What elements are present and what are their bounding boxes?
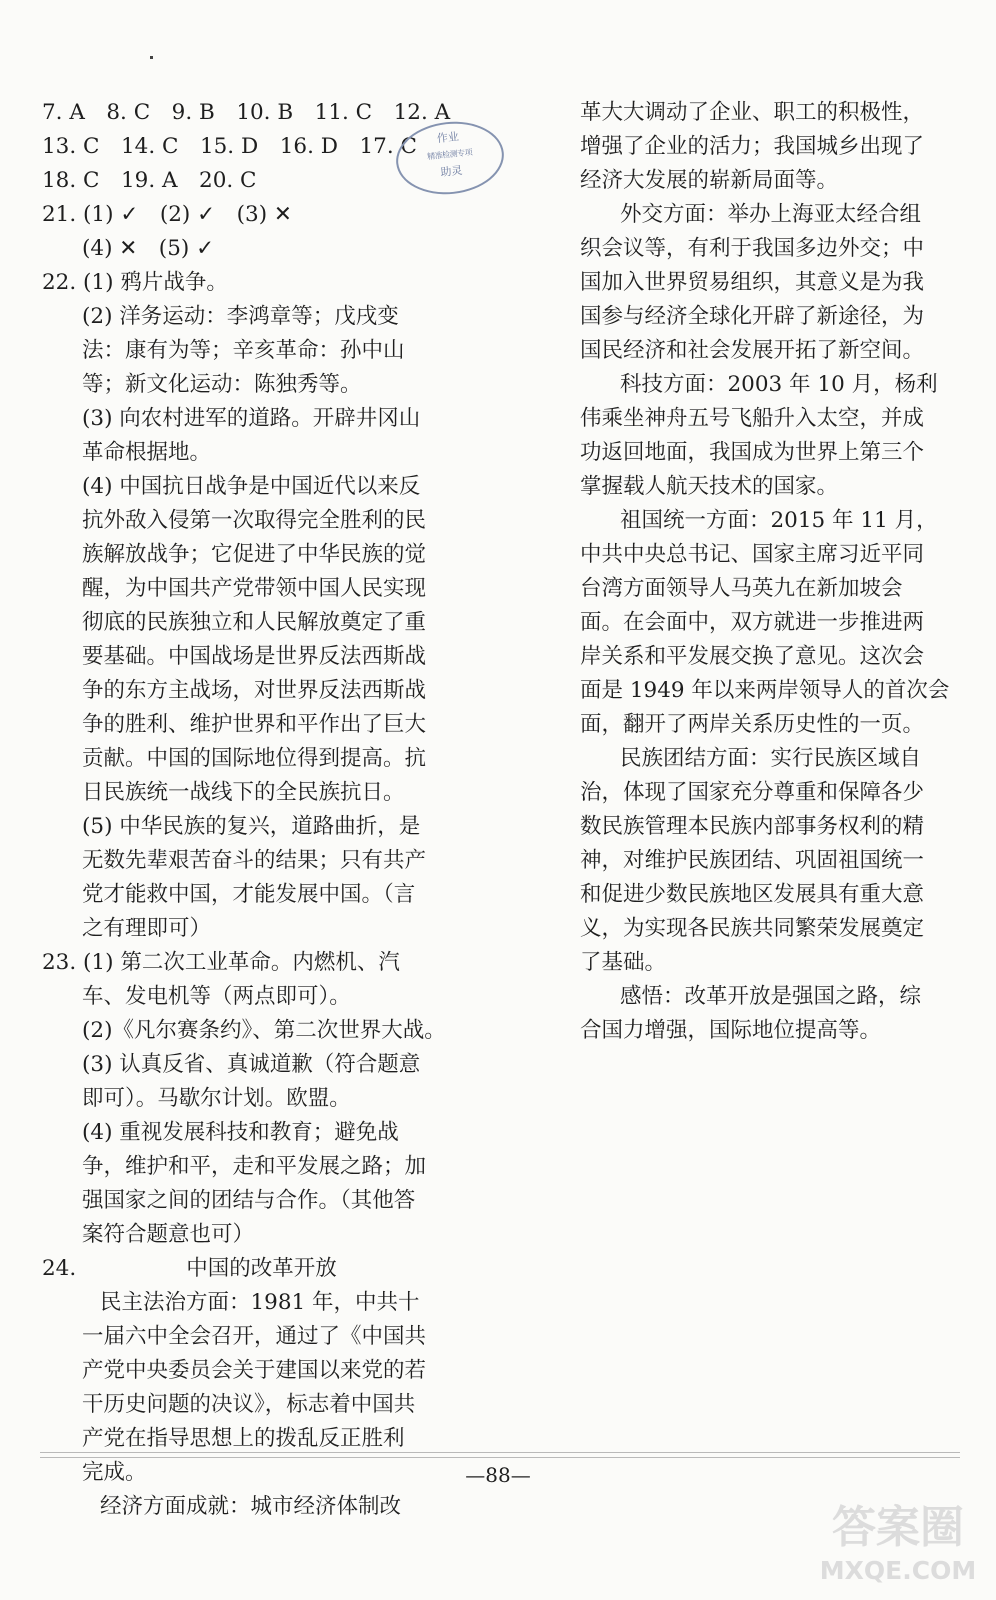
watermark-logo	[808, 1500, 988, 1598]
answer-line: 18. C 19. A 20. C	[42, 168, 257, 193]
answer-line: 合国力增强，国际地位提高等。	[580, 1018, 882, 1043]
answer-line: 面是 1949 年以来两岸领导人的首次会	[580, 678, 950, 703]
watermark-line: MXQE.COM	[819, 1556, 977, 1585]
question-number: 24.	[42, 1256, 77, 1281]
answer-line: (2)《凡尔赛条约》、第二次世界大战。	[82, 1018, 446, 1043]
answer-line: 法：康有为等；辛亥革命：孙中山	[82, 338, 405, 363]
answer-line: 增强了企业的活力；我国城乡出现了	[580, 134, 925, 159]
answer-line: (5) 中华民族的复兴，道路曲折，是	[82, 814, 421, 839]
answer-line: 醒，为中国共产党带领中国人民实现	[82, 576, 427, 601]
page-number: —88—	[465, 1463, 531, 1487]
answer-line: 科技方面：2003 年 10 月，杨利	[620, 372, 938, 397]
answer-line: 面，翻开了两岸关系历史性的一页。	[580, 712, 925, 737]
answer-line: 和促进少数民族地区发展具有重大意	[580, 882, 925, 907]
stamp-line: 精准检测专项	[426, 147, 473, 162]
answer-line: 争，维护和平，走和平发展之路；加	[82, 1154, 427, 1179]
answer-line: 之有理即可）	[82, 916, 212, 941]
answer-line: 掌握载人航天技术的国家。	[580, 474, 839, 499]
answer-line: 治，体现了国家充分尊重和保障各少	[580, 780, 925, 805]
stamp-line: 助灵	[439, 163, 464, 180]
answer-line: (2) 洋务运动：李鸿章等；戊戌变	[82, 304, 399, 329]
stamp-line: 作业	[436, 129, 460, 146]
answer-line: 干历史问题的决议》，标志着中国共	[82, 1392, 416, 1417]
answer-line: 案符合题意也可）	[82, 1222, 255, 1247]
answer-line	[42, 1252, 482, 1286]
left-column	[42, 96, 482, 1524]
answer-line: (3) 认真反省、真诚道歉（符合题意	[82, 1052, 421, 1077]
answer-line: 一届六中全会召开，通过了《中国共	[82, 1324, 427, 1349]
answer-line: (4) 中国抗日战争是中国近代以来反	[82, 474, 421, 499]
answer-line: 产党在指导思想上的拨乱反正胜利	[82, 1426, 405, 1451]
answer-line: (4) 重视发展科技和教育；避免战	[82, 1120, 399, 1145]
essay-title: 中国的改革开放	[186, 1256, 337, 1281]
answer-line: 彻底的民族独立和人民解放奠定了重	[82, 610, 427, 635]
answer-line: 争的东方主战场，对世界反法西斯战	[82, 678, 427, 703]
answer-line: 13. C 14. C 15. D 16. D 17. C	[42, 134, 417, 159]
answer-line: 22. (1) 鸦片战争。	[42, 270, 228, 295]
answer-line: 台湾方面领导人马英九在新加坡会	[580, 576, 903, 601]
answer-line: 了基础。	[580, 950, 667, 975]
answer-line: 日民族统一战线下的全民族抗日。	[82, 780, 405, 805]
answer-line: 民族团结方面：实行民族区域自	[620, 746, 922, 771]
answer-line: 功返回地面，我国成为世界上第三个	[580, 440, 925, 465]
answer-line: 经济大发展的崭新局面等。	[580, 168, 839, 193]
answer-line: 族解放战争；它促进了中华民族的觉	[82, 542, 427, 567]
answer-line: 车、发电机等（两点即可）。	[82, 984, 351, 1009]
answer-line: 织会议等，有利于我国多边外交；中	[580, 236, 925, 261]
answer-line: 争的胜利、维护世界和平作出了巨大	[82, 712, 427, 737]
answer-line: 革大大调动了企业、职工的积极性，	[580, 100, 925, 125]
answer-line: 党才能救中国，才能发展中国。（言	[82, 882, 416, 907]
answer-line: 国民经济和社会发展开拓了新空间。	[580, 338, 925, 363]
answer-line: 经济方面成就：城市经济体制改	[100, 1494, 402, 1519]
answer-line: 中共中央总书记、国家主席习近平同	[580, 542, 925, 567]
answer-line: 无数先辈艰苦奋斗的结果；只有共产	[82, 848, 427, 873]
answer-line: (4) ✕ (5) ✓	[82, 236, 215, 261]
answer-line: 即可）。马歇尔计划。欧盟。	[82, 1086, 351, 1111]
answer-line: 21. (1) ✓ (2) ✓ (3) ✕	[42, 202, 292, 227]
answer-line: 23. (1) 第二次工业革命。内燃机、汽	[42, 950, 400, 975]
answer-line: 数民族管理本民族内部事务权利的精	[580, 814, 925, 839]
answer-line: 感悟：改革开放是强国之路，综	[620, 984, 922, 1009]
answer-line: 伟乘坐神舟五号飞船升入太空，并成	[580, 406, 925, 431]
answer-line: 完成。	[82, 1460, 147, 1485]
answer-line: 国加入世界贸易组织，其意义是为我	[580, 270, 925, 295]
answer-line: 神，对维护民族团结、巩固祖国统一	[580, 848, 925, 873]
answer-line: 岸关系和平发展交换了意见。这次会	[580, 644, 925, 669]
answer-line: 外交方面：举办上海亚太经合组	[620, 202, 922, 227]
answer-line: 7. A 8. C 9. B 10. B 11. C 12. A	[42, 100, 451, 125]
answer-line: 国参与经济全球化开辟了新途径，为	[580, 304, 925, 329]
answer-line: 革命根据地。	[82, 440, 212, 465]
watermark-line: 答案圈	[832, 1502, 964, 1553]
scan-mark	[150, 56, 153, 59]
answer-line: 祖国统一方面：2015 年 11 月，	[620, 508, 938, 533]
answer-line: 产党中央委员会关于建国以来党的若	[82, 1358, 427, 1383]
answer-line: 义，为实现各民族共同繁荣发展奠定	[580, 916, 925, 941]
answer-line: 强国家之间的团结与合作。（其他答	[82, 1188, 416, 1213]
footer-rule	[40, 1457, 960, 1458]
answer-line: (3) 向农村进军的道路。开辟井冈山	[82, 406, 421, 431]
footer-rule	[40, 1452, 960, 1453]
answer-line: 民主法治方面：1981 年，中共十	[100, 1290, 420, 1315]
answer-line: 要基础。中国战场是世界反法西斯战	[82, 644, 427, 669]
answer-line: 面。在会面中，双方就进一步推进两	[580, 610, 925, 635]
answer-line: 抗外敌入侵第一次取得完全胜利的民	[82, 508, 427, 533]
answer-line: 贡献。中国的国际地位得到提高。抗	[82, 746, 427, 771]
right-column	[580, 96, 996, 1048]
answer-line: 等；新文化运动：陈独秀等。	[82, 372, 362, 397]
